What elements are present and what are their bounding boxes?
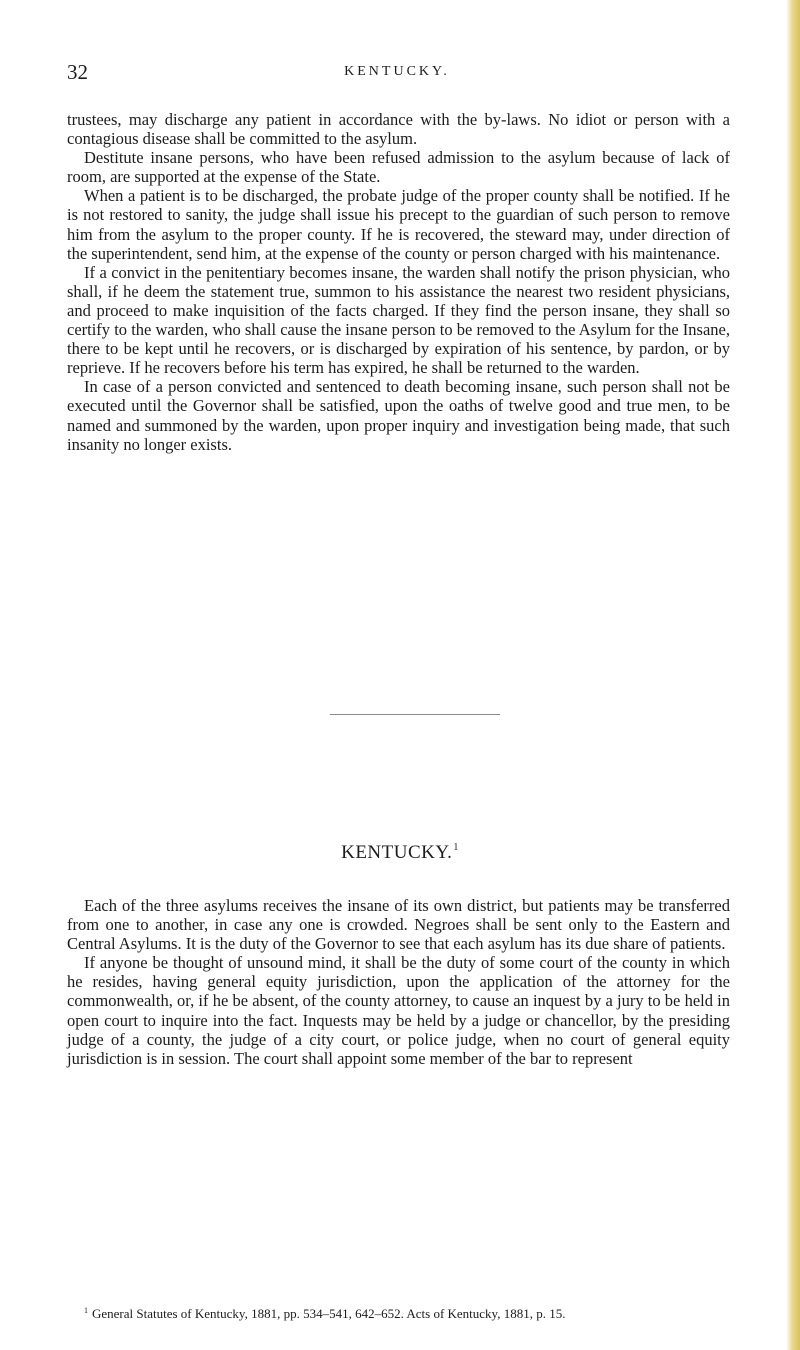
footnote-text: General Statutes of Kentucky, 1881, pp. 534–541, 642–652. Acts of Kentucky, 1881, p. 15. xyxy=(92,1306,566,1321)
paragraph: Each of the three asylums receives the insane of its own district, but patients may be transferred from one to another, in case any one is crowded. Negroes shall be sent only to the Eastern and Central Asylums. It is the duty of the Governor to see that each asylum has its due share of patients. xyxy=(67,896,730,954)
paragraph: If a convict in the penitentiary becomes insane, the warden shall notify the prison physician, who shall, if he deem the statement true, summon to his assistance the nearest two resident physicians, and proceed to make inquisition of the facts charged. If they find the person insane, they shall so certify to the warden, who shall cause the insane person to be removed to the Asylum for the Insane, there to be kept until he recovers, or is discharged by expiration of his sentence, by pardon, or by reprieve. If he recovers before his term has expired, he shall be returned to the warden. xyxy=(67,262,730,378)
paragraph: Destitute insane persons, who have been refused admission to the asylum because of lack of room, are supported at the expense of the State. xyxy=(67,148,730,187)
page-edge xyxy=(786,0,800,1350)
footnote-reference: 1 xyxy=(453,842,459,853)
footnote xyxy=(67,1303,730,1321)
paragraph: In case of a person convicted and sentenced to death becoming insane, such person shall not be executed until the Governor shall be satisfied, upon the oaths of twelve good and true men, to be named and summoned by the warden, upon proper inquiry and investigation being made, that such insanity no longer exists. xyxy=(67,377,730,454)
paragraph: If anyone be thought of unsound mind, it shall be the duty of some court of the county in which he resides, having general equity jurisdiction, upon the application of the attorney for the commonwealth, or, if he be absent, of the county attorney, to cause an inquest by a jury to be held in open court to inquire into the fact. Inquests may be held by a judge or chancellor, by the presiding judge of a county, the judge of a city court, or police judge, when no court of general equity jurisdiction is in session. The court shall appoint some member of the bar to represent xyxy=(67,953,730,1068)
paragraph: When a patient is to be discharged, the probate judge of the proper county shall be notified. If he is not restored to sanity, the judge shall issue his precept to the guardian of such person to remove him from the asylum to the proper county. If he is recovered, the steward may, under direction of the superintendent, send him, at the expense of the county or person charged with his maintenance. xyxy=(67,186,730,263)
section-divider xyxy=(330,714,500,715)
page-number: 32 xyxy=(67,60,88,84)
footnote-marker: 1 xyxy=(84,1306,88,1315)
body-text xyxy=(67,110,730,454)
section-title-text: KENTUCKY. xyxy=(341,842,453,863)
section-title xyxy=(0,842,800,864)
running-title: KENTUCKY. xyxy=(344,64,450,79)
paragraph: trustees, may discharge any patient in accordance with the by-laws. No idiot or person with a contagious disease shall be committed to the asylum. xyxy=(67,110,730,149)
section-text xyxy=(67,896,730,1068)
page-header xyxy=(67,60,727,84)
